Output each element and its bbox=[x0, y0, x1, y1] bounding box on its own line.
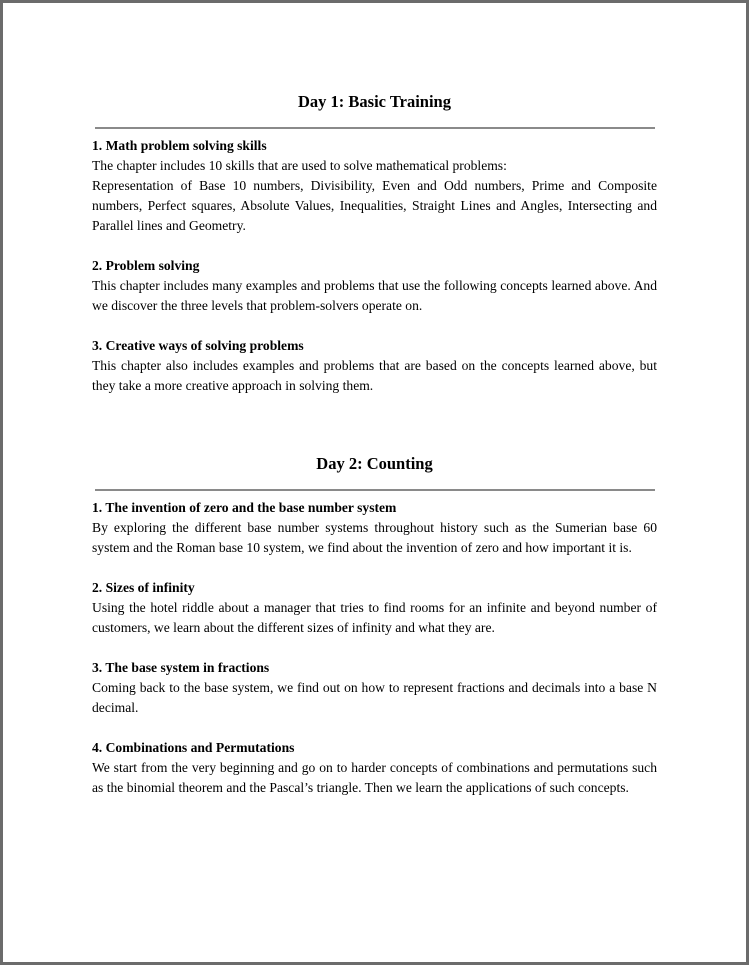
section-title: 3. The base system in fractions bbox=[92, 660, 270, 675]
day-1-section-1 bbox=[92, 136, 657, 236]
day-2-section-2 bbox=[92, 578, 657, 638]
section-title: 1. The invention of zero and the base number system bbox=[92, 500, 397, 515]
day-1-section-3 bbox=[92, 336, 657, 396]
section-title: 2. Problem solving bbox=[92, 258, 200, 273]
day-2-section-1 bbox=[92, 498, 657, 558]
section-body: By exploring the different base number systems throughout history such as the Sumerian base 60 system and the Roman base 10 system, we find about the invention of zero and how important it is. bbox=[92, 520, 657, 555]
section-title: 1. Math problem solving skills bbox=[92, 138, 267, 153]
section-body: Using the hotel riddle about a manager that tries to find rooms for an infinite and beyond number of customers, we learn about the different sizes of infinity and what they are. bbox=[92, 600, 657, 635]
section-body: Coming back to the base system, we find out on how to represent fractions and decimals into a base N decimal. bbox=[92, 680, 657, 715]
section-title: 4. Combinations and Permutations bbox=[92, 740, 295, 755]
day-1-block bbox=[92, 92, 657, 416]
day-2-title: Day 2: Counting bbox=[316, 454, 433, 473]
section-body: This chapter also includes examples and problems that are based on the concepts learned above, but they take a more creative approach in solving them. bbox=[92, 358, 657, 393]
section-body: This chapter includes many examples and problems that use the following concepts learned above. And we discover the three levels that problem-solvers operate on. bbox=[92, 278, 657, 313]
day-2-section-4 bbox=[92, 738, 657, 798]
section-body: Representation of Base 10 numbers, Divisibility, Even and Odd numbers, Prime and Composite numbers, Perfect squares, Absolute Values, Inequalities, Straight Lines and Angles, Intersecting and Parallel lines and Geometry. bbox=[92, 178, 657, 233]
section-title: 3. Creative ways of solving problems bbox=[92, 338, 304, 353]
day-2-divider bbox=[95, 489, 655, 491]
day-2-section-3 bbox=[92, 658, 657, 718]
section-title: 2. Sizes of infinity bbox=[92, 580, 195, 595]
day-1-title: Day 1: Basic Training bbox=[298, 92, 451, 111]
day-2-block bbox=[92, 454, 657, 818]
section-body: We start from the very beginning and go on to harder concepts of combinations and permutations such as the binomial theorem and the Pascal’s triangle. Then we learn the applications of such concepts. bbox=[92, 760, 657, 795]
day-1-section-2 bbox=[92, 256, 657, 316]
section-intro: The chapter includes 10 skills that are used to solve mathematical problems: bbox=[92, 158, 507, 173]
day-1-divider bbox=[95, 127, 655, 129]
